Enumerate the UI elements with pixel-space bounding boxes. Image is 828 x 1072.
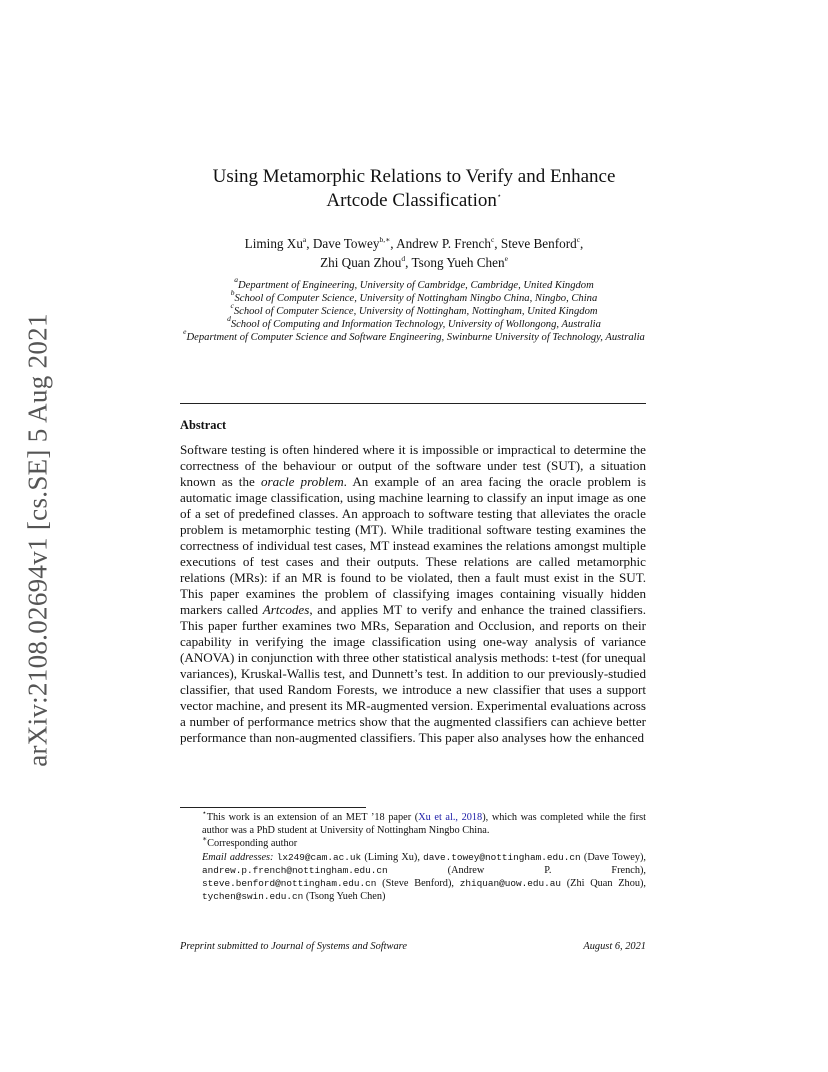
author-list <box>180 234 648 272</box>
citation-link[interactable]: Xu et al., 2018 <box>418 812 483 823</box>
affiliation-list <box>180 275 648 344</box>
author: Dave Towey$^{b,∗}$, <box>312 234 397 251</box>
journal-note: Preprint submitted to Journal of Systems and Software <box>180 941 407 952</box>
affiliation: $^d$School of Computing and Information Technology, University of Wollongong, Australia <box>227 314 601 330</box>
affiliation: $^b$School of Computer Science, University of Nottingham Ningbo China, Ningbo, China <box>230 288 598 304</box>
footnote-extension: ⋆This work is an extension of an MET ’18 paper (Xu et al., 2018), which was completed while the first author was a PhD student at University of Nottingham Ningbo China. <box>202 807 646 837</box>
abstract-text: Software testing is often hindered where it is impossible or impractical to determine the correctness of the behaviour or output of the software under test (SUT), a situation known as the oracle problem. An example of an area facing the oracle problem is automatic image classification, using machine learning to classify an input image as one of a set of predefined classes. An approach to software testing that alleviates the oracle problem is metamorphic testing (MT). While traditional software testing examines the correctness of individual test cases, MT instead examines the relations amongst multiple executions of test cases and their outputs. These relations are called metamorphic relations (MRs): if an MR is found to be violated, then a fault must exist in the SUT. This paper examines the problem of classifying images containing visually hidden markers called Artcodes, and applies MT to verify and enhance the trained classifiers. This paper further examines two MRs, Separation and Occlusion, and reports on their capability in verifying the image classification using one-way analysis of variance (ANOVA) in conjunction with three other statistical analysis methods: t-test (for unequal variances), Kruskal-Wallis test, and Dunnett’s test. In addition to our previously-studied classifier, that used Random Forests, we introduce a new classifier that uses a support vector machine, and present its MR-augmented version. Experimental evaluations across a number of performance metrics show that the augmented classifiers can achieve better performance than non-augmented classifiers. This paper also analyses how the enhanced <box>180 442 646 745</box>
affiliation: $^e$Department of Computer Science and Software Engineering, Swinburne University of Technology, Australia <box>183 327 645 343</box>
abstract-top-rule <box>180 403 646 404</box>
email-link[interactable]: steve.benford@nottingham.edu.cn <box>202 878 377 890</box>
preprint-date: August 6, 2021 <box>583 941 646 952</box>
author: Zhi Quan Zhou$^d$, <box>320 253 412 270</box>
author: Tsong Yueh Chen$^e$ <box>411 253 508 270</box>
footnotes <box>180 807 646 903</box>
footnote-corresponding: ∗Corresponding author <box>202 833 298 850</box>
email-link[interactable]: lx249@cam.ac.uk <box>276 851 362 863</box>
abstract-heading: Abstract <box>180 418 227 432</box>
paper-title <box>180 165 648 213</box>
footnote-rule <box>180 807 366 808</box>
arxiv-identifier: arXiv:2108.02694v1 [cs.SE] 5 Aug 2021 <box>22 313 53 767</box>
title-line-1: Using Metamorphic Relations to Verify and Enhance <box>212 166 616 187</box>
footnote-emails: Email addresses: lx249@cam.ac.uk (Liming Xu), dave.towey@nottingham.edu.cn (Dave Towey), andrew.p.french@nottingham.edu.cn (Andrew P. French), steve.benford@nottingham.edu.cn (Steve Benford), zhiquan@uow.edu.au (Zhi Quan Zhou), tychen@swin.edu.cn (Tsong Yueh Chen) <box>202 851 646 903</box>
author: Steve Benford$^c$, <box>500 234 584 251</box>
email-link[interactable]: tychen@swin.edu.cn <box>202 891 304 903</box>
author: Liming Xu$^a$, <box>244 234 313 251</box>
author: Andrew P. French$^c$, <box>396 234 501 251</box>
email-link[interactable]: dave.towey@nottingham.edu.cn <box>423 851 581 863</box>
email-link[interactable]: zhiquan@uow.edu.au <box>459 878 561 890</box>
title-footnote-mark: ⋆ <box>496 190 502 200</box>
title-line-2: Artcode Classification <box>326 190 497 211</box>
email-link[interactable]: andrew.p.french@nottingham.edu.cn <box>202 864 388 876</box>
affiliation: $^a$Department of Engineering, University of Cambridge, Cambridge, United Kingdom <box>234 275 594 291</box>
affiliation: $^c$School of Computer Science, University of Nottingham, Nottingham, United Kingdom <box>230 301 598 317</box>
